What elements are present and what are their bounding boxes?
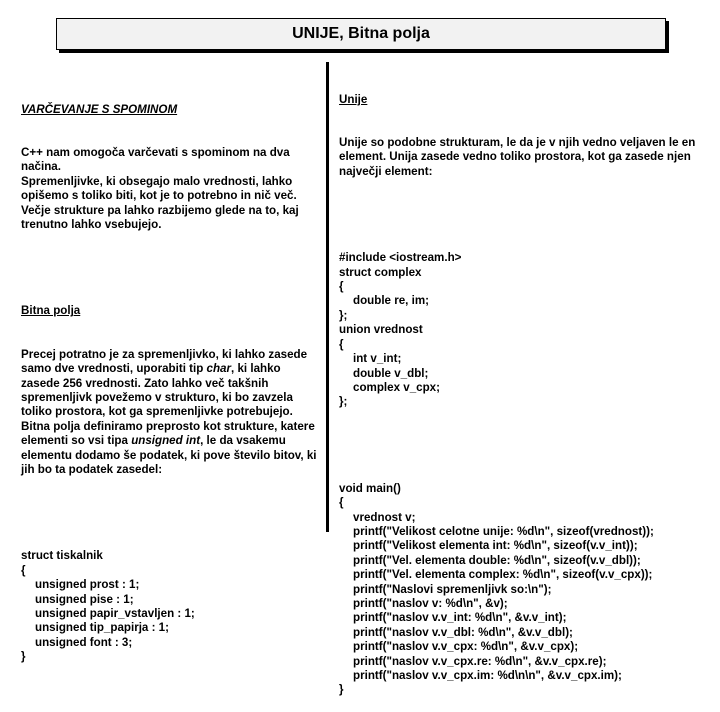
code-line: printf("Vel. elementa double: %d\n", sizeof(v.v_dbl));	[353, 553, 641, 567]
code-line: unsigned papir_vstavljen : 1;	[35, 607, 195, 620]
code-line: }	[21, 650, 26, 664]
slide-title	[56, 18, 666, 50]
code-line: printf("Naslovi spremenljivk so:\n");	[353, 582, 552, 596]
code-line: union vrednost	[339, 323, 423, 337]
code-line: {	[339, 496, 344, 510]
code-line: {	[339, 280, 344, 294]
code-line: printf("naslov v.v_cpx.im: %d\n\n", &v.v_cpx.im);	[353, 669, 622, 683]
code-line: double re, im;	[353, 294, 430, 308]
code-line: printf("Velikost elementa int: %d\n", sizeof(v.v_int));	[353, 539, 638, 553]
bitfields-text-part3: , le da vsakemu elementu dodamo še podatek, ki pove število bitov, ki jih bo ta podatek zasedel:	[21, 434, 320, 476]
bitfields-text-part1: Precej potratno je za spremenljivko, ki lahko zasede samo dve vrednosti, uporabiti tip	[21, 347, 311, 376]
bitfields-heading: Bitna polja	[21, 304, 81, 318]
code-line: };	[339, 308, 348, 322]
code-line: {	[339, 337, 344, 351]
printer-struct-code	[21, 549, 319, 664]
code-line: complex v_cpx;	[353, 380, 440, 394]
bitfields-text-part2: , ki lahko zasede 256 vrednosti. Zato lahko več takšnih spremenljivk povežemo v strukturo, ki bo zavzela toliko prostora, kot ga spremenljivke potrebujejo. Bitna polja definiramo preprosto kot strukture, katere elementi so vsi tipa	[21, 362, 319, 448]
unions-text: Unije so podobne strukturam, le da je v njih vedno veljaven le en element. Unija zasede vedno toliko prostora, kot ga zasede njen največji element:	[339, 136, 699, 178]
memory-saving-heading: VARČEVANJE S SPOMINOM	[21, 102, 178, 116]
bitfields-text	[21, 348, 319, 478]
memory-saving-text: C++ nam omogoča varčevati s spominom na dva načina. Spremenljivke, ki obsegajo malo vrednosti, lahko opišemo s toliko biti, kot je to potrebno in nič več. Večje strukture pa lahko razbijemo glede na to, kaj trenutno lahko vsebujejo.	[21, 146, 299, 232]
left-column	[21, 74, 319, 679]
union-definition-code	[339, 251, 709, 409]
code-line: {	[21, 563, 26, 577]
code-line: printf("naslov v.v_int: %d\n", &v.v_int);	[353, 611, 567, 625]
code-line: vrednost v;	[353, 510, 416, 524]
code-line: printf("naslov v.v_dbl: %d\n", &v.v_dbl);	[353, 625, 573, 639]
main-function-code	[339, 482, 709, 698]
code-line: int v_int;	[353, 352, 402, 366]
code-line: }	[339, 683, 344, 697]
code-line: };	[339, 395, 348, 409]
code-line: unsigned pise : 1;	[35, 592, 134, 606]
code-line: printf("naslov v: %d\n", &v);	[353, 597, 508, 610]
right-column	[339, 64, 709, 712]
column-divider	[326, 62, 329, 532]
code-line: #include <iostream.h>	[339, 251, 462, 265]
unions-heading: Unije	[339, 92, 368, 106]
code-line: printf("Vel. elementa complex: %d\n", sizeof(v.v_cpx));	[353, 568, 653, 582]
char-keyword: char	[206, 362, 232, 376]
code-line: struct complex	[339, 265, 422, 279]
code-line: double v_dbl;	[353, 366, 429, 380]
code-line: unsigned font : 3;	[35, 635, 133, 649]
unsigned-int-keyword: unsigned int	[131, 434, 201, 448]
code-line: void main()	[339, 481, 401, 495]
code-line: printf("Velikost celotne unije: %d\n", sizeof(vrednost));	[353, 524, 654, 538]
code-line: struct tiskalnik	[21, 549, 103, 563]
code-line: unsigned tip_papirja : 1;	[35, 621, 169, 635]
code-line: printf("naslov v.v_cpx.re: %d\n", &v.v_cpx.re);	[353, 654, 607, 668]
code-line: printf("naslov v.v_cpx: %d\n", &v.v_cpx);	[353, 640, 579, 654]
slide-title-text: UNIJE, Bitna polja	[292, 25, 430, 42]
code-line: unsigned prost : 1;	[35, 578, 140, 592]
